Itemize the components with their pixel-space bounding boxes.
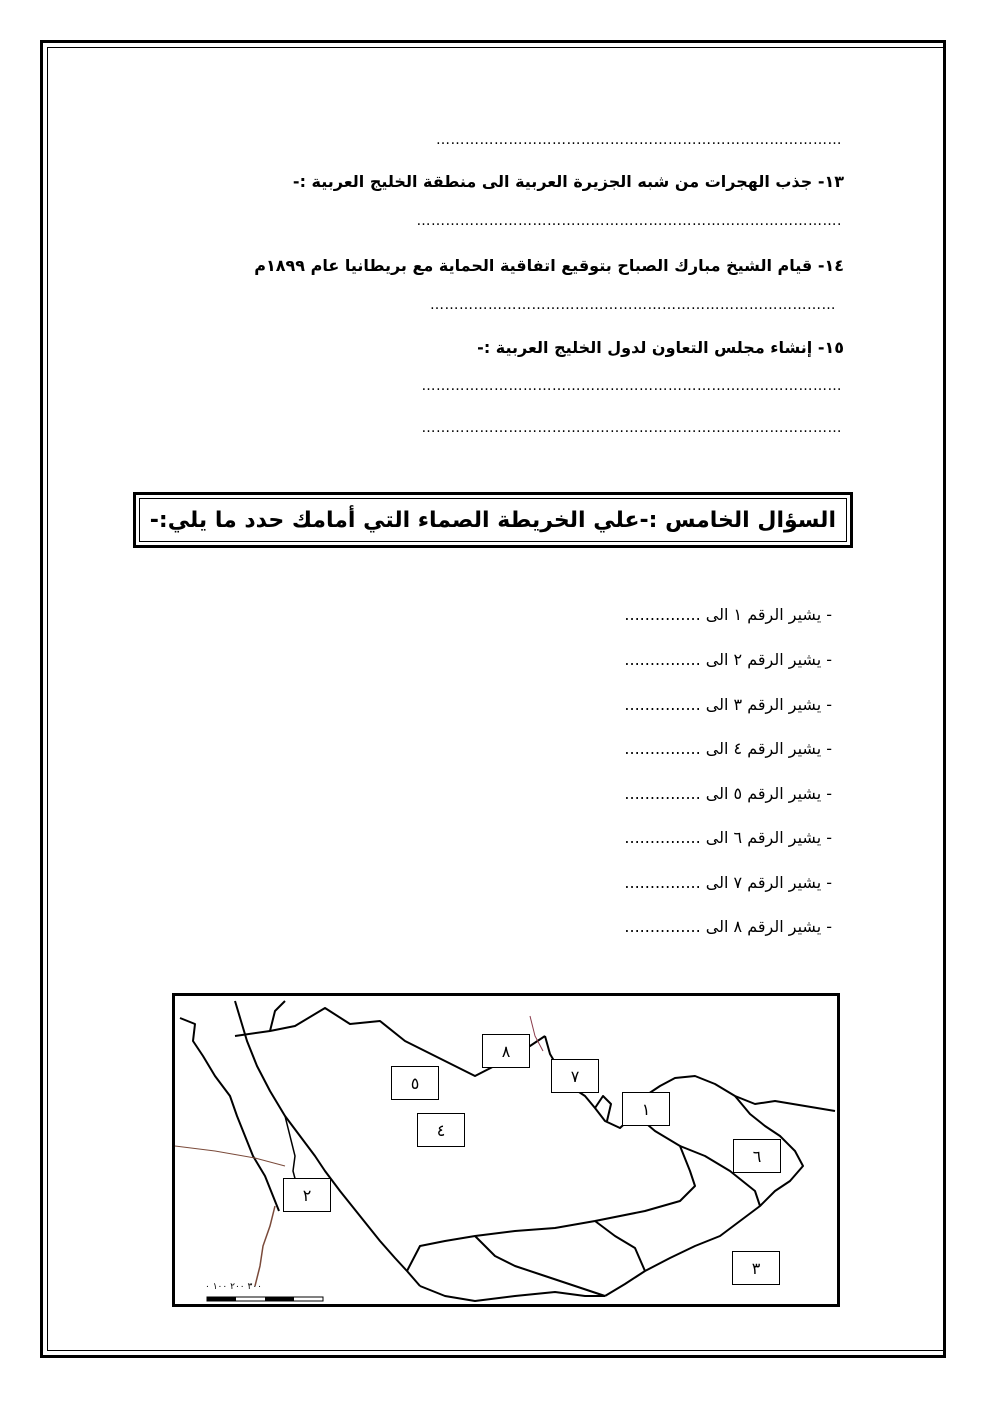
map-label-2: ٢ <box>283 1178 331 1212</box>
map-scale-text: ٣٠٠ ٢٠٠ ١٠٠ ٠ <box>205 1282 263 1292</box>
question-13: ١٣- جذب الهجرات من شبه الجزيرة العربية الى منطقة الخليج العربية :- <box>292 172 844 191</box>
list-item-6: - يشير الرقم ٦ الى ............... <box>624 828 832 847</box>
list-item-7: - يشير الرقم ٧ الى ............... <box>624 873 832 892</box>
answer-line-15b: …………………………………………………………………………… <box>421 420 842 436</box>
list-item-2: - يشير الرقم ٢ الى ............... <box>624 650 832 669</box>
question-15: ١٥- إنشاء مجلس التعاون لدول الخليج العربية :- <box>477 338 844 357</box>
question-14: ١٤- قيام الشيخ مبارك الصباح بتوقيع اتفاقية الحماية مع بريطانيا عام ١٨٩٩م <box>254 256 844 275</box>
list-item-8: - يشير الرقم ٨ الى ............... <box>624 917 832 936</box>
map-label-6: ٦ <box>733 1139 781 1173</box>
map-label-1: ١ <box>622 1092 670 1126</box>
map-label-5: ٥ <box>391 1066 439 1100</box>
answer-line-13: ……………………………………………………………………………. <box>416 213 842 229</box>
list-item-3: - يشير الرقم ٣ الى ............... <box>624 695 832 714</box>
map-label-4: ٤ <box>417 1113 465 1147</box>
map-label-8: ٨ <box>482 1034 530 1068</box>
map-label-7: ٧ <box>551 1059 599 1093</box>
answer-line-top: ………………………………………………………………………… <box>436 132 842 148</box>
list-item-4: - يشير الرقم ٤ الى ............... <box>624 739 832 758</box>
section-5-heading-box <box>133 492 853 548</box>
list-item-5: - يشير الرقم ٥ الى ............... <box>624 784 832 803</box>
answer-line-15a: …………………………………………………………………………… <box>421 378 842 394</box>
map-scale-bar <box>207 1297 323 1301</box>
answer-line-14: ………………………………………………………………………… <box>430 297 836 313</box>
blank-map-arabian-peninsula <box>172 993 840 1307</box>
list-item-1: - يشير الرقم ١ الى ............... <box>624 605 832 624</box>
section-5-heading: السؤال الخامس :-علي الخريطة الصماء التي أمامك حدد ما يلي:- <box>149 507 836 533</box>
map-label-3: ٣ <box>732 1251 780 1285</box>
